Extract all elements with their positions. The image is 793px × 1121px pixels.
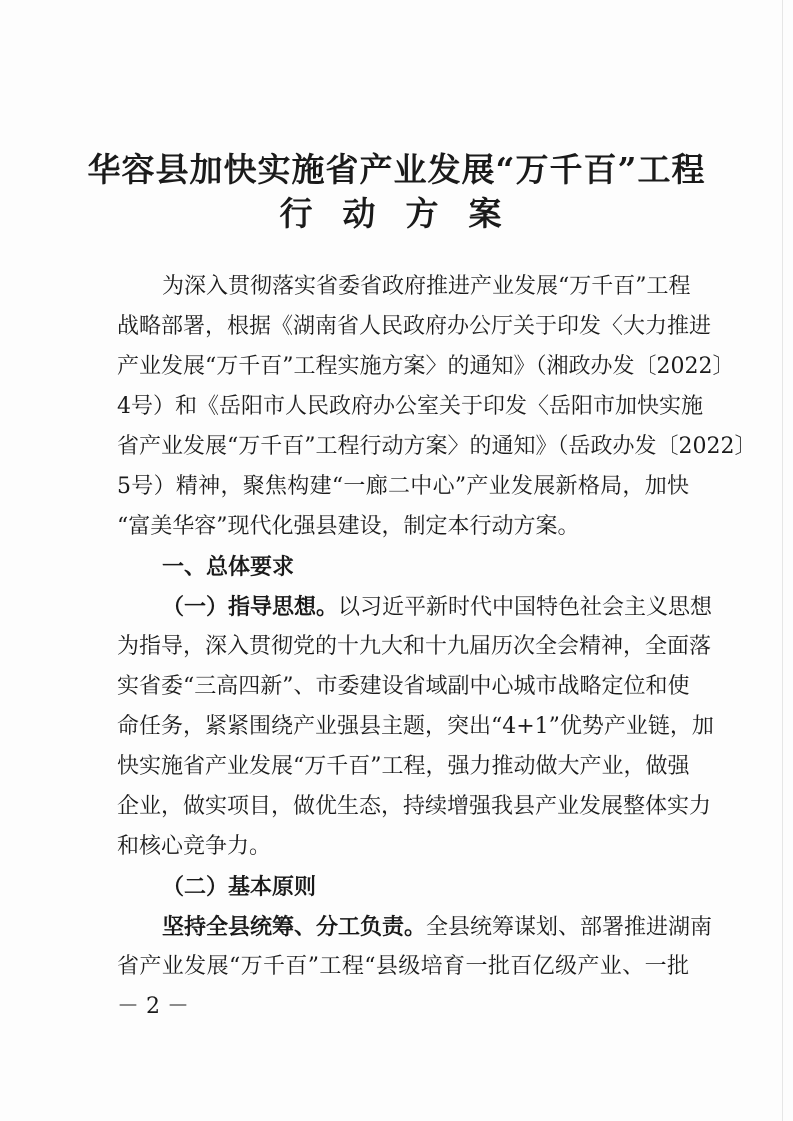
paragraph-text: 全县统筹谋划、部署推进湖南 [426,915,713,940]
intro-line: 省产业发展“万千百”工程行动方案〉的通知》（岳政办发〔2022〕 [117,434,757,459]
subsection-heading: （一）指导思想。 [162,594,339,620]
intro-line: “富美华容”现代化强县建设，制定本行动方案。 [117,514,580,539]
intro-line: 产业发展“万千百”工程实施方案〉的通知》（湘政办发〔2022〕 [117,354,735,379]
intro-line: 战略部署，根据《湖南省人民政府办公厅关于印发〈大力推进 [117,314,712,339]
document-title-line2: 行动方案 [279,194,532,233]
principle-heading: 坚持全县统筹、分工负责。 [162,914,427,940]
paragraph-line [162,912,713,943]
paragraph-line [162,592,713,623]
paragraph-text: 以习近平新时代中国特色社会主义思想 [338,595,713,620]
subsection-heading: （二）基本原则 [162,874,317,900]
document-title-line1: 华容县加快实施省产业发展“万千百”工程 [87,150,706,189]
section-heading: 一、总体要求 [162,554,295,580]
paragraph-line: 命任务，紧紧围绕产业强县主题，突出“4+1”优势产业链，加 [117,714,714,739]
paragraph-line: 实省委“三高四新”、市委建设省域副中心城市战略定位和使 [117,674,690,699]
paragraph-line: 省产业发展“万千百”工程“县级培育一批百亿级产业、一批 [117,954,689,979]
paragraph-line: 企业，做实项目，做优生态，持续增强我县产业发展整体实力 [117,794,712,819]
page-number: － 2 － [117,994,189,1019]
paragraph-line: 和核心竞争力。 [117,834,272,859]
intro-line: 5号）精神，聚焦构建“一廊二中心”产业发展新格局，加快 [117,474,689,499]
intro-line: 为深入贯彻落实省委省政府推进产业发展“万千百”工程 [162,274,691,299]
paragraph-line: 快实施省产业发展“万千百”工程，强力推动做大产业，做强 [117,754,690,779]
intro-line: 4号）和《岳阳市人民政府办公室关于印发〈岳阳市加快实施 [117,394,703,419]
paragraph-line: 为指导，深入贯彻党的十九大和十九届历次全会精神，全面落 [117,634,712,659]
